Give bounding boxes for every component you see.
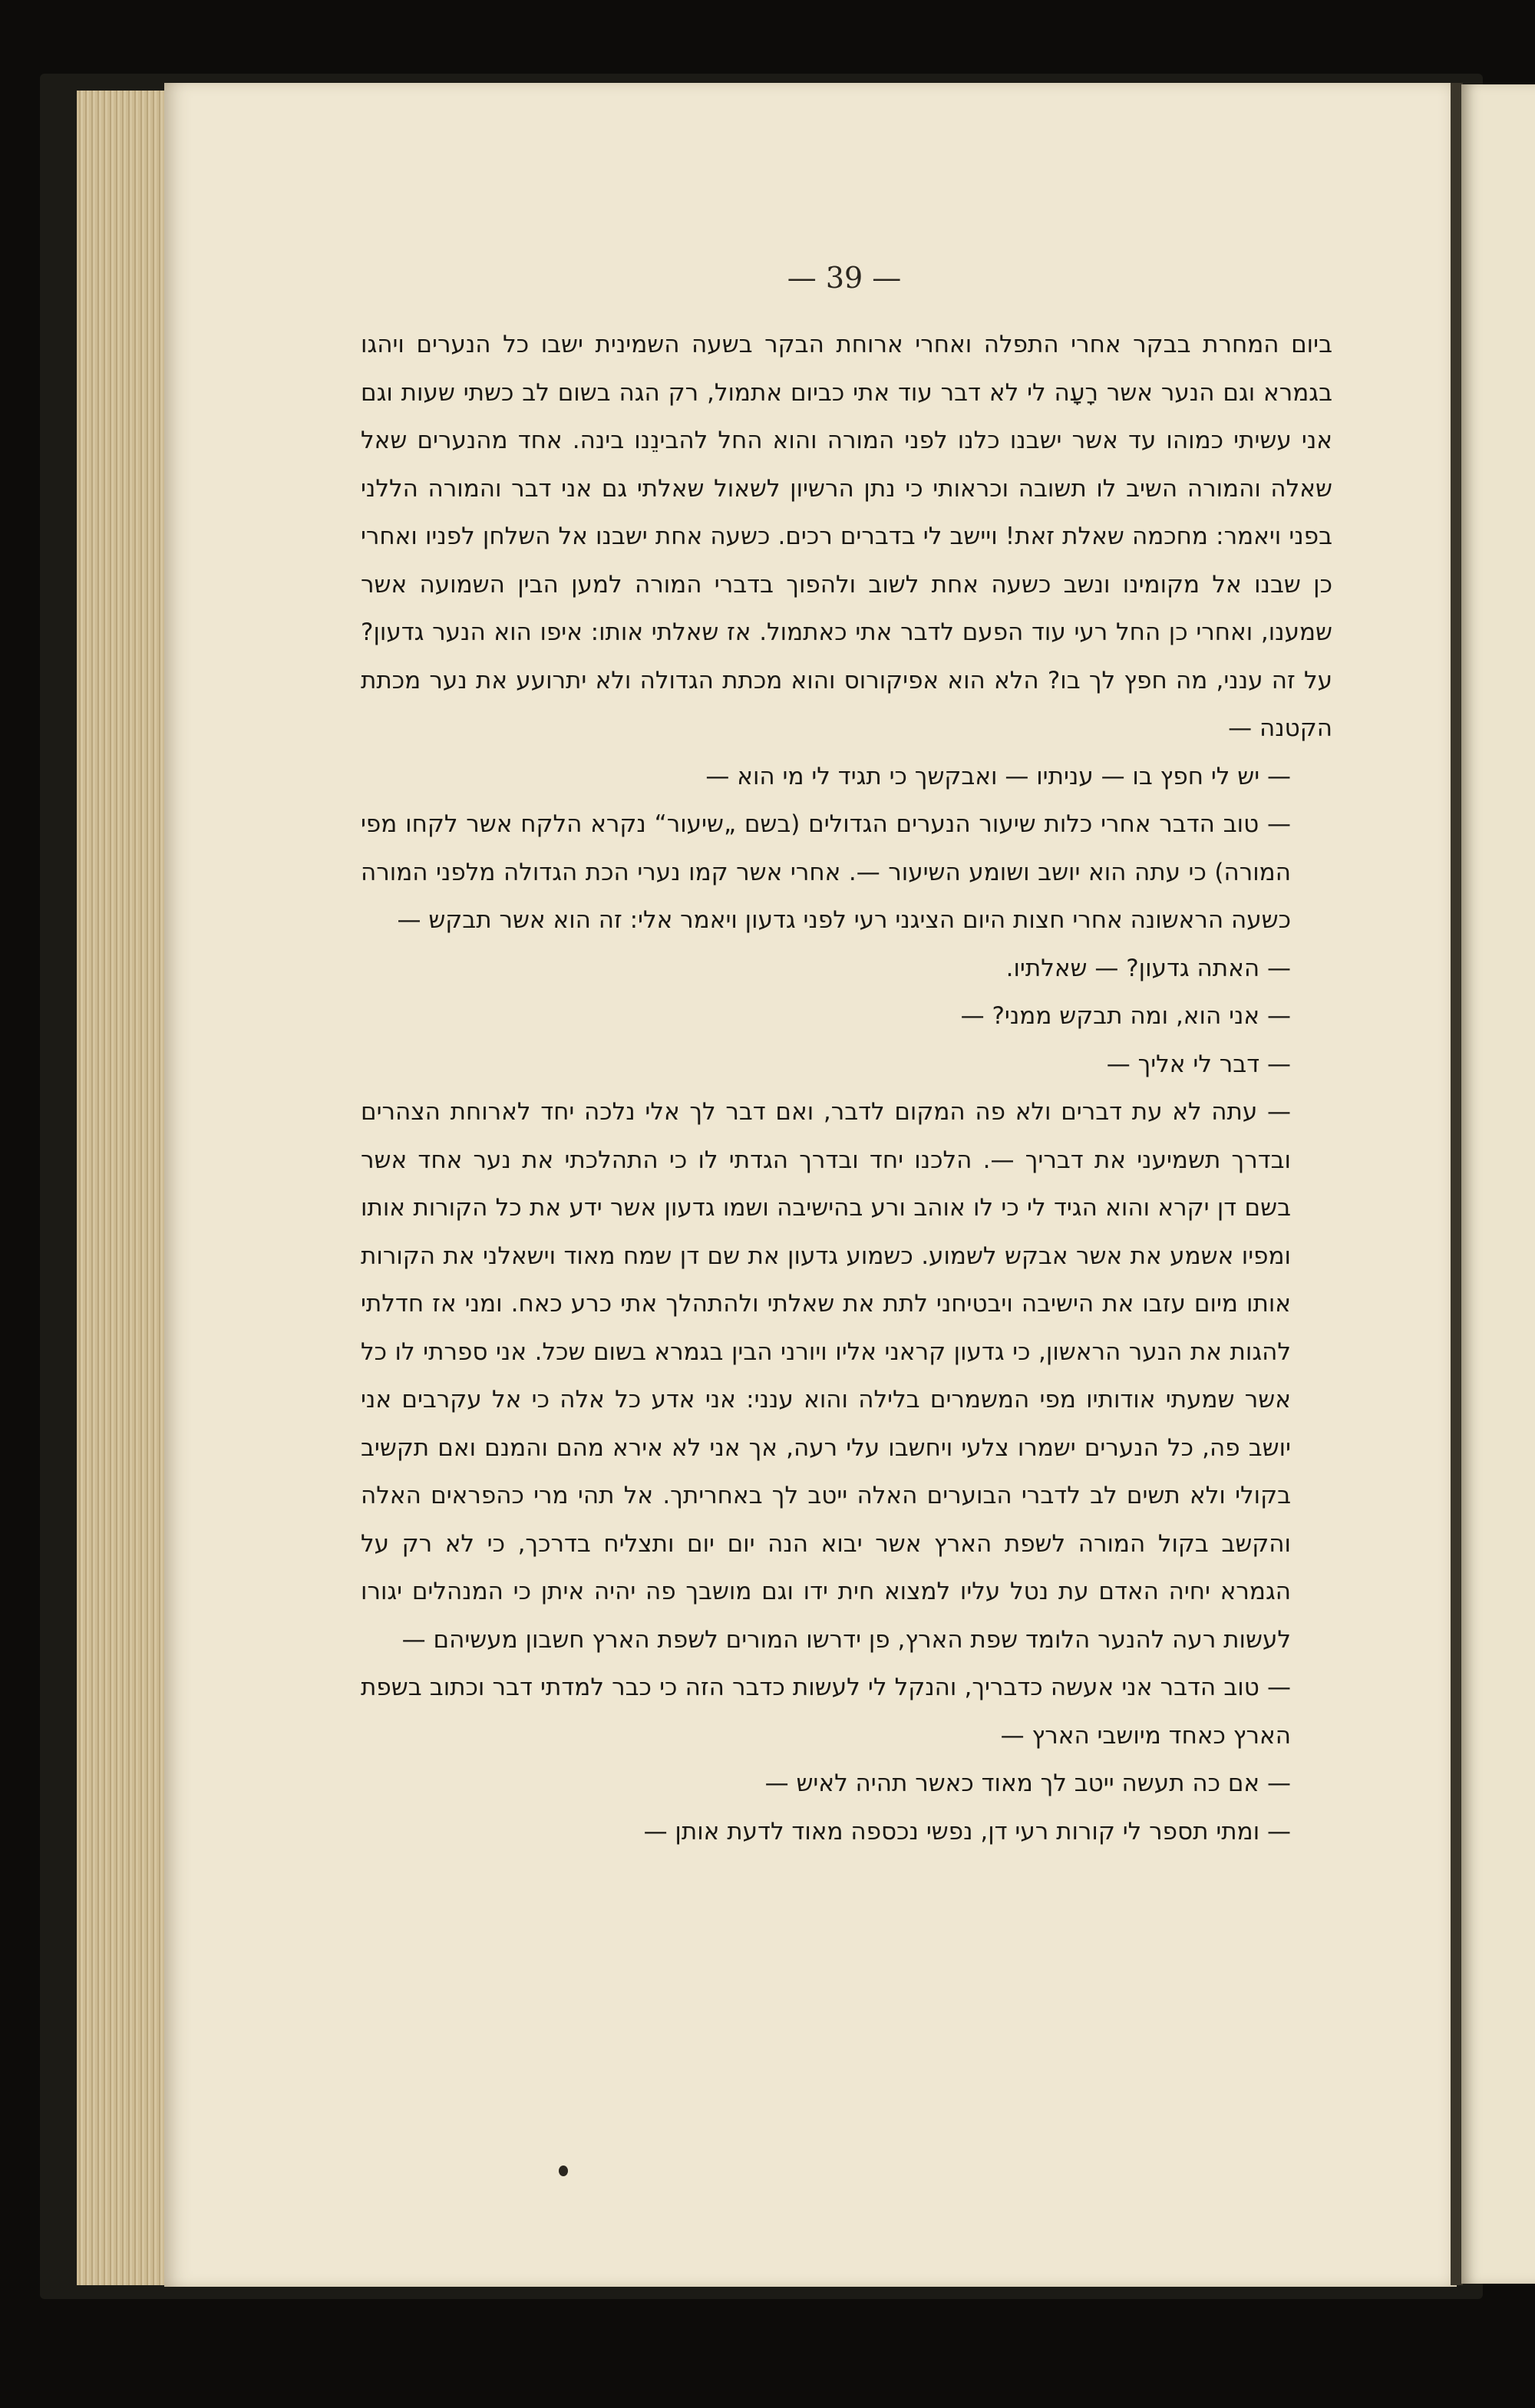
paragraph: — ומתי תספר לי קורות רעי דן, נפשי נכספה מאוד לדעת אותן — — [643, 1817, 1291, 1846]
paragraph: — עתה לא עת דברים ולא פה המקום לדבר, ואם דבר לך אלי נלכה יחד לארוחת הצהרים ובדרך תשמיעני את דבריך —. הלכנו יחד ובדרך הגדתי לו כי התהלכתי את נער אחד אשר בשם דן יקרא והוא הגיד לי כי לו אוהב ורע בהישיבה ושמו גדעון אשר ידע את כל הקורות אותו ומפיו אשמע את אשר אבקש לשמוע. כשמוע גדעון את שם דן שמח מאוד וישאלני את הקורות אותו מיום עזבו את הישיבה ויבטיחני לתת את שאלתי ולהתהלך אתי כרע כאח. ומני אז חדלתי להגות את הנער הראשון, כי גדעון קראני אליו ויורני הבין בגמרא בשום שכל. אני ספרתי לו כל אשר שמעתי אודותיו מפי המשמרים בלילה והוא ענני: אני אדע כל אלה כי אל עקרבים אני יושב פה, כל הנערים ישמרו צלעי ויחשבו עלי רעה, אך אני לא אירא מהם והמנם ואם תקשיב בקולי ולא תשים לב לדברי הבוערים האלה ייטב לך באחריתך. אל תהי מרי כהפראים האלה והקשב בקול המורה לשפת הארץ אשר יבוא הנה יום יום ותצליח בדרכך, כי לא רק על הגמרא יחיה האדם עת נטל עליו למצוא חית ידו וגם מושבך פה יהיה איתן כי המנהלים יגורו לעשות רעה להנער הלומד שפת הארץ, פן ידרשו המורים לשפת הארץ חשבון מעשיהם — — [361, 1098, 1291, 1654]
paragraph: — דבר לי אליך — — [1106, 1050, 1291, 1078]
paragraph: ביום המחרת בבקר אחרי התפלה ואחרי ארוחת הבקר בשעה השמינית ישבו כל הנערים ויהגו בגמרא וגם הנער אשר רָעָה לי לא דבר עוד אתי כביום אתמול, רק הגה בשום לב כשתי שעות וגם אני עשיתי כמוהו עד אשר ישבנו כלנו לפני המורה והוא החל להבינֵנו בינה. אחד מהנערים שאל שאלה והמורה השיב לו תשובה וכראותי כי נתן הרשיון לשאול שאלתי גם אני דבר והמורה הללני בפני ויאמר: מחכמה שאלת זאת! ויישב לי בדברים רכים. כשעה אחת ישבנו אל השלחן לפניו ואחרי כן שבנו אל מקומינו ונשב כשעה אחת לשוב ולהפוך בדברי המורה למען הבין השמועה אשר שמענו, ואחרי כן החל רעי עוד הפעם לדבר אתי כאתמול. אז שאלתי אותו: איפו הוא הנער גדעון? על זה ענני, מה חפץ לך בו? הלא הוא אפיקורוס והוא מכתת הגדולה ולא יתרועע את נער מכתת הקטנה — — [361, 331, 1332, 742]
page-number: — 39 — — [787, 261, 902, 295]
paragraph: — האתה גדעון? — שאלתיו. — [1005, 954, 1291, 982]
paragraph: — טוב הדבר אני אעשה כדבריך, והנקל לי לעשות כדבר הזה כי כבר למדתי דבר וכתוב בשפת הארץ כאחד מיושבי הארץ — — [361, 1674, 1291, 1750]
facing-page-edge — [1461, 84, 1535, 2284]
body-text — [361, 321, 1332, 1855]
paragraph: — טוב הדבר אחרי כלות שיעור הנערים הגדולים (בשם „שיעור“ נקרא הלקח אשר לקחו מפי המורה) כי עתה הוא יושב ושומע השיעור —. אחרי אשר קמו נערי הכת הגדולה מלפני המורה כשעה הראשונה אחרי חצות היום הציגני רעי לפני גדעון ויאמר אלי: זה הוא אשר תבקש — — [361, 810, 1291, 934]
ink-dot-mark — [559, 2166, 568, 2176]
paragraph: — אני הוא, ומה תבקש ממני? — — [960, 1002, 1291, 1030]
paragraph: — יש לי חפץ בו — עניתיו — ואבקשך כי תגיד לי מי הוא — — [705, 762, 1291, 790]
page-edges-stack — [77, 91, 169, 2285]
paragraph: — אם כה תעשה ייטב לך מאוד כאשר תהיה לאיש — — [764, 1770, 1291, 1797]
